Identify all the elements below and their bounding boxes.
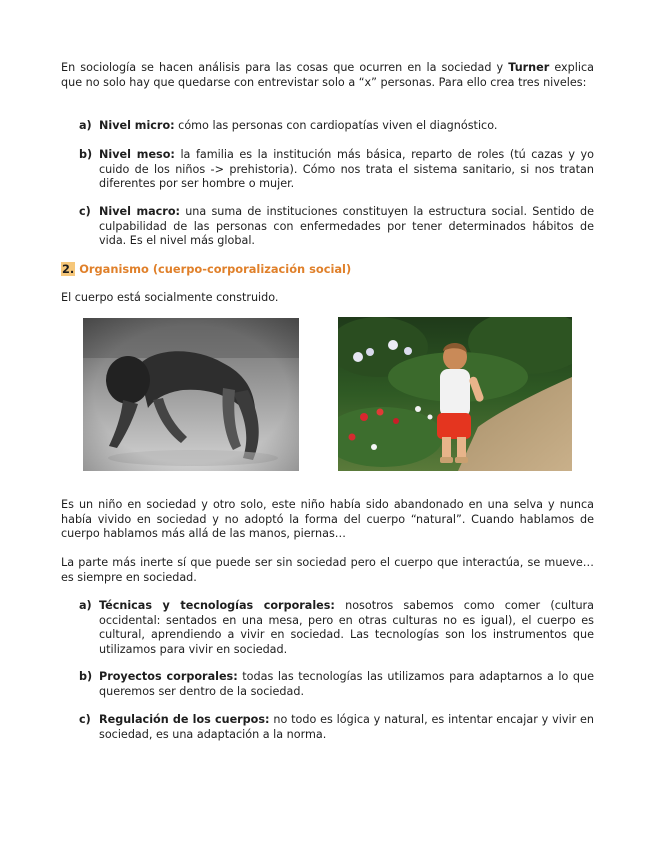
item-description: nosotros sabemos como comer (cultura occidental: sentados en una mesa, pero en otras culturas no es igual), el cuerpo es cultural, aprendiendo a vivir en sociedad. Las tecnologías son los instrumentos que utilizamos para vivir en sociedad.	[99, 599, 595, 656]
body-list-item-projects	[79, 670, 594, 699]
item-term: Proyectos corporales:	[99, 670, 238, 683]
intro-paragraph	[61, 61, 594, 90]
level-description: la familia es la institución más básica, reparto de roles (tú cazas y yo cuido de los niños -> prehistoria). Cómo nos trata el sistema sanitario, si nos tratan diferentes por ser hombre o mujer.	[99, 148, 594, 191]
section-number: 2.	[62, 262, 75, 276]
list-marker: b)	[79, 670, 93, 683]
list-marker: c)	[79, 713, 91, 726]
feral-child-photo	[83, 318, 299, 471]
list-marker: c)	[79, 205, 91, 218]
levels-list-item-micro	[79, 119, 594, 134]
child-paragraph: Es un niño en sociedad y otro solo, este niño había sido abandonado en una selva y nunca había vivido en sociedad y no adoptó la forma del cuerpo “natural”. Cuando hablamos de cuerpo hablamos más allá de las manos, piernas…	[61, 498, 594, 541]
levels-list-item-meso	[79, 148, 594, 192]
item-description: no todo es lógica y natural, es intentar encajar y vivir en sociedad, es una adaptación a la norma.	[99, 713, 595, 741]
level-description: una suma de instituciones constituyen la estructura social. Sentido de culpabilidad de las personas con enfermedades por tener determinados hábitos de vida. Es el nivel más global.	[99, 205, 594, 248]
item-description: todas las tecnologías las utilizamos para adaptarnos a lo que queremos ser dentro de la sociedad.	[99, 670, 595, 698]
toddler-garden-photo	[338, 317, 572, 471]
item-term: Técnicas y tecnologías corporales:	[99, 599, 335, 612]
body-constructed-text: El cuerpo está socialmente construido.	[61, 291, 279, 304]
body-list-item-regulation	[79, 713, 594, 742]
level-term: Nivel meso:	[99, 148, 175, 161]
intro-text-before: En sociología se hacen análisis para las cosas que ocurren en la sociedad y	[61, 61, 509, 74]
item-term: Regulación de los cuerpos:	[99, 713, 270, 726]
body-list-item-techniques	[79, 599, 594, 657]
intro-text-after: explica que no solo hay que quedarse con entrevistar solo a “x” personas. Para ello crea tres niveles:	[61, 61, 595, 89]
turner-name: Turner	[508, 61, 550, 74]
list-marker: a)	[79, 119, 92, 132]
section-title: Organismo (cuerpo-corporalización social)	[75, 262, 352, 276]
list-marker: b)	[79, 148, 93, 161]
section-heading	[61, 262, 351, 276]
level-description: cómo las personas con cardiopatías viven el diagnóstico.	[174, 119, 498, 132]
level-term: Nivel micro:	[99, 119, 175, 132]
level-term: Nivel macro:	[99, 205, 180, 218]
levels-list-item-macro	[79, 205, 594, 249]
list-marker: a)	[79, 599, 92, 612]
inert-paragraph: La parte más inerte sí que puede ser sin sociedad pero el cuerpo que interactúa, se mueve…es siempre en sociedad.	[61, 556, 594, 584]
